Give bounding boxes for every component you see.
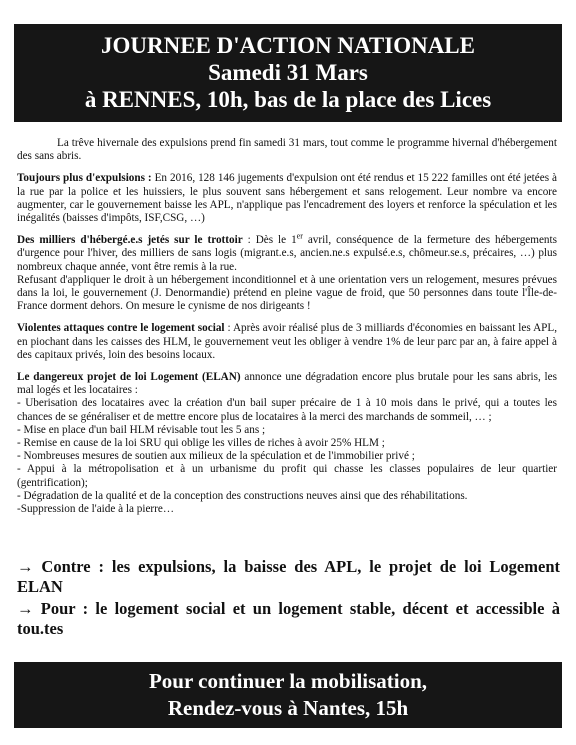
heberges-heading: Des milliers d'hébergé.e.s jetés sur le trottoir: [17, 234, 243, 247]
heberges-paragraph-2: Refusant d'appliquer le droit à un hébergement inconditionnel et à une orientation vers un relogement, mesures prévues dans la loi, le gouvernement (J. Denormandie) prétend en pleine vague de froid, que 50 personnes dans toute l'Île-de-France dorment dehors. On mesure le cynisme de nos dirigeants !: [17, 273, 557, 313]
list-item: - Dégradation de la qualité et de la conception des constructions neuves ainsi que des réhabilitations.: [17, 489, 468, 502]
header-title: JOURNEE D'ACTION NATIONALE: [100, 33, 475, 58]
heberges-sup: er: [296, 231, 303, 241]
list-item: - Uberisation des locataires avec la création d'un bail super précaire de 1 à 10 mois dans le privé, qui a toutes les chances de se généraliser et de mettre encore plus de locataires à la merci des marchands de sommeil, … ;: [17, 397, 557, 423]
elan-list: [17, 397, 557, 516]
violentes-paragraph: [17, 322, 557, 362]
header-date: Samedi 31 Mars: [208, 60, 368, 85]
heberges-text-b: avril, conséquence de la fermeture des hébergements d'urgence pour l'hiver, des milliers de sans logis (migrant.e.s, ancien.ne.s expulsé.e.s, chômeur.se.s, précaires, …) plus nombreux chaque année, vont être remis à la rue.: [17, 234, 557, 273]
list-item: - Mise en place d'un bail HLM révisable tout les 5 ans ;: [17, 423, 266, 436]
body-text: [17, 137, 557, 516]
call-pour: → Pour : le logement social et un logement stable, décent et accessible à tou.tes: [17, 599, 560, 638]
footer-line-1: Pour continuer la mobilisation,: [148, 669, 428, 693]
header-location: à RENNES, 10h, bas de la place des Lices: [84, 87, 492, 112]
elan-text: annonce une dégradation encore plus brutale pour les sans abris, les mal logés et les locataires :: [17, 371, 557, 397]
heberges-paragraph: [17, 231, 557, 274]
expulsions-heading: Toujours plus d'expulsions :: [17, 172, 152, 185]
violentes-text: : Après avoir réalisé plus de 3 milliards d'économies en baissant les APL, en piochant dans les caisses des HLM, le gouvernement veut les obliger à vendre 1% de leur parc par an, à faire appel à des capitaux privés, loin des besoins locaux.: [17, 322, 557, 361]
elan-paragraph: [17, 371, 557, 397]
violentes-heading: Violentes attaques contre le logement social: [17, 322, 225, 335]
expulsions-text: En 2016, 128 146 jugements d'expulsion ont été rendus et 15 222 familles ont été jetées à la rue par la police et les huissiers, le plus souvent sans hébergement et sans relogement. Leur nombre va encore augmenter, car le gouvernement baisse les APL, n'applique pas l'encadrement des loyers et renforce la spéculation et les inégalités (baisses d'impôts, ISF,CSG, …): [17, 172, 557, 225]
footer-line-2: Rendez-vous à Nantes, 15h: [167, 696, 409, 720]
list-item: - Appui à la métropolisation et à un urbanisme du profit qui chasse les classes populaires de leur quartier (gentrification);: [17, 463, 557, 489]
list-item: - Remise en cause de la loi SRU qui oblige les villes de riches à avoir 25% HLM ;: [17, 437, 385, 450]
list-item: - Nombreuses mesures de soutien aux milieux de la spéculation et de l'immobilier privé ;: [17, 450, 415, 463]
elan-heading: Le dangereux projet de loi Logement (ELAN): [17, 371, 241, 384]
call-contre: → Contre : les expulsions, la baisse des APL, le projet de loi Logement ELAN: [17, 557, 560, 596]
header-banner: [14, 24, 562, 122]
heberges-text-a: : Dès le 1: [242, 234, 297, 247]
expulsions-paragraph: [17, 172, 557, 225]
list-item: -Suppression de l'aide à la pierre…: [17, 503, 175, 516]
calls-block: [17, 557, 560, 641]
footer-banner: [14, 662, 562, 728]
intro-paragraph: La trêve hivernale des expulsions prend fin samedi 31 mars, tout comme le programme hivernal d'hébergement des sans abris.: [17, 137, 557, 163]
